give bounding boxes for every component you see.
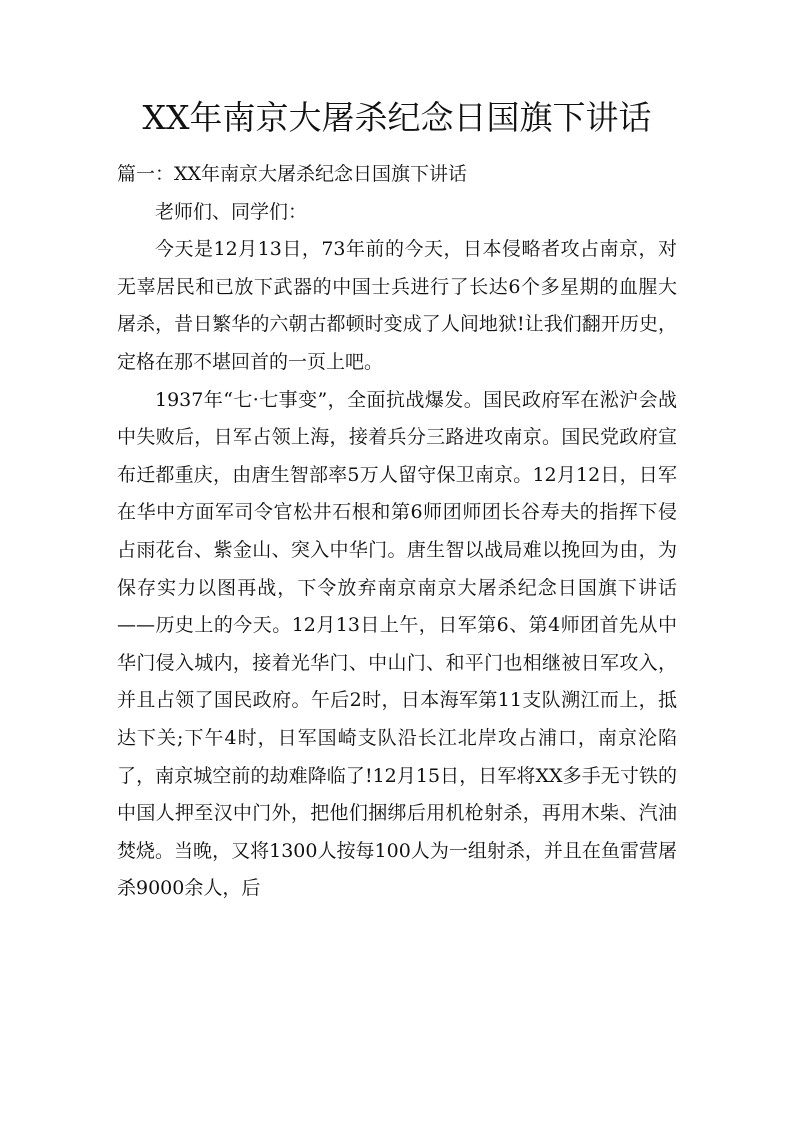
document-title: XX年南京大屠杀纪念日国旗下讲话 bbox=[142, 98, 652, 137]
document-body bbox=[117, 156, 677, 908]
paragraph-1: 今天是12月13日，73年前的今天，日本侵略者攻占南京，对无辜居民和已放下武器的中国士兵进行了长达6个多星期的血腥大屠杀，昔日繁华的六朝古都顿时变成了人间地狱!让我们翻开历史，定格在那不堪回首的一页上吧。 bbox=[117, 238, 677, 373]
document-subtitle: 篇一：XX年南京大屠杀纪念日国旗下讲话 bbox=[117, 163, 468, 185]
paragraph-2: 1937年“七·七事变”，全面抗战爆发。国民政府军在淞沪会战中失败后，日军占领上海，接着兵分三路进攻南京。国民党政府宣布迁都重庆，由唐生智部率5万人留守保卫南京。12月12日，日军在华中方面军司令官松井石根和第6师团师团长谷寿夫的指挥下侵占雨花台、紫金山、突入中华门。唐生智以战局难以挽回为由，为保存实力以图再战，下令放弃南京南京大屠杀纪念日国旗下讲话——历史上的今天。12月13日上午，日军第6、第4师团首先从中华门侵入城内，接着光华门、中山门、和平门也相继被日军攻入，并且占领了国民政府。午后2时，日本海军第11支队溯江而上，抵达下关;下午4时，日军国崎支队沿长江北岸攻占浦口，南京沦陷了，南京城空前的劫难降临了!12月15日，日军将XX多手无寸铁的中国人押至汉中门外，把他们捆绑后用机枪射杀，再用木柴、汽油焚烧。当晚，又将1300人按每100人为一组射杀，并且在鱼雷营屠杀9000余人，后 bbox=[117, 388, 677, 900]
salutation: 老师们、同学们： bbox=[155, 200, 308, 223]
